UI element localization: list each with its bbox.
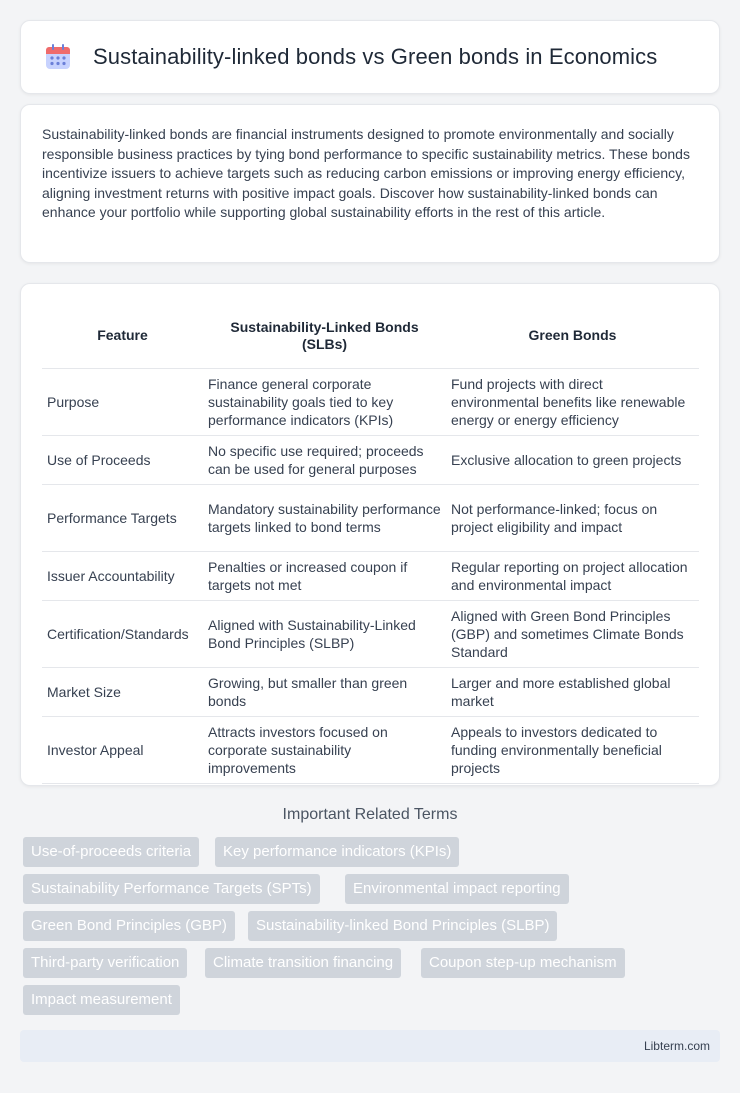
row-feature: Use of Proceeds	[42, 435, 203, 484]
tag-slbp[interactable]: Sustainability-linked Bond Principles (SLBP)	[248, 911, 557, 941]
row-green: Appeals to investors dedicated to funding environmentally beneficial projects	[446, 716, 699, 783]
row-feature: Purpose	[42, 368, 203, 435]
table-row	[42, 368, 699, 435]
comparison-table-card	[20, 283, 720, 786]
row-feature: Investor Appeal	[42, 716, 203, 783]
footer-site-link[interactable]: Libterm.com	[643, 1039, 710, 1053]
row-slb: Finance general corporate sustainability goals tied to key performance indicators (KPIs)	[203, 368, 446, 435]
tag-impact-reporting[interactable]: Environmental impact reporting	[345, 874, 569, 904]
table-row	[42, 484, 699, 551]
table-row	[42, 435, 699, 484]
row-slb: Aligned with Sustainability-Linked Bond Principles (SLBP)	[203, 600, 446, 667]
tag-climate-transition[interactable]: Climate transition financing	[205, 948, 401, 978]
tag-third-party-verification[interactable]: Third-party verification	[23, 948, 187, 978]
table-row	[42, 551, 699, 600]
tag-use-of-proceeds[interactable]: Use-of-proceeds criteria	[23, 837, 199, 867]
tag-kpis[interactable]: Key performance indicators (KPIs)	[215, 837, 459, 867]
table-row	[42, 600, 699, 667]
table-header-row	[42, 304, 699, 368]
row-green: Not performance-linked; focus on project eligibility and impact	[446, 484, 699, 551]
table-row	[42, 667, 699, 716]
intro-text: Sustainability-linked bonds are financial instruments designed to promote environmentally and socially responsible business practices by tying bond performance to specific sustainability metrics. These bonds incentivize issuers to achieve targets such as reducing carbon emissions or improving energy efficiency, aligning investment returns with positive impact goals. Discover how sustainability-linked bonds can enhance your portfolio while supporting global sustainability efforts in the rest of this article.	[42, 126, 690, 220]
row-feature: Market Size	[42, 667, 203, 716]
header-green: Green Bonds	[446, 304, 699, 368]
row-slb: No specific use required; proceeds can be used for general purposes	[203, 435, 446, 484]
row-slb: Mandatory sustainability performance targets linked to bond terms	[203, 484, 446, 551]
tag-impact-measurement[interactable]: Impact measurement	[23, 985, 180, 1015]
row-green: Exclusive allocation to green projects	[446, 435, 699, 484]
row-green: Larger and more established global market	[446, 667, 699, 716]
row-green: Aligned with Green Bond Principles (GBP) and sometimes Climate Bonds Standard	[446, 600, 699, 667]
row-feature: Performance Targets	[42, 484, 203, 551]
tag-gbp[interactable]: Green Bond Principles (GBP)	[23, 911, 235, 941]
comparison-table	[42, 304, 699, 784]
table-row	[42, 716, 699, 783]
intro-card	[20, 104, 720, 263]
row-feature: Certification/Standards	[42, 600, 203, 667]
row-slb: Attracts investors focused on corporate sustainability improvements	[203, 716, 446, 783]
calendar-icon	[43, 42, 73, 72]
page-title: Sustainability-linked bonds vs Green bonds in Economics	[93, 44, 658, 69]
footer	[20, 1030, 720, 1062]
row-slb: Penalties or increased coupon if targets not met	[203, 551, 446, 600]
row-feature: Issuer Accountability	[42, 551, 203, 600]
tag-coupon-step-up[interactable]: Coupon step-up mechanism	[421, 948, 625, 978]
header-slb: Sustainability-Linked Bonds (SLBs)	[203, 304, 446, 368]
row-green: Fund projects with direct environmental benefits like renewable energy or energy efficiency	[446, 368, 699, 435]
related-terms-title: Important Related Terms	[282, 806, 458, 823]
header-feature: Feature	[42, 304, 203, 368]
tag-spts[interactable]: Sustainability Performance Targets (SPTs)	[23, 874, 320, 904]
header-card	[20, 20, 720, 94]
row-slb: Growing, but smaller than green bonds	[203, 667, 446, 716]
row-green: Regular reporting on project allocation and environmental impact	[446, 551, 699, 600]
